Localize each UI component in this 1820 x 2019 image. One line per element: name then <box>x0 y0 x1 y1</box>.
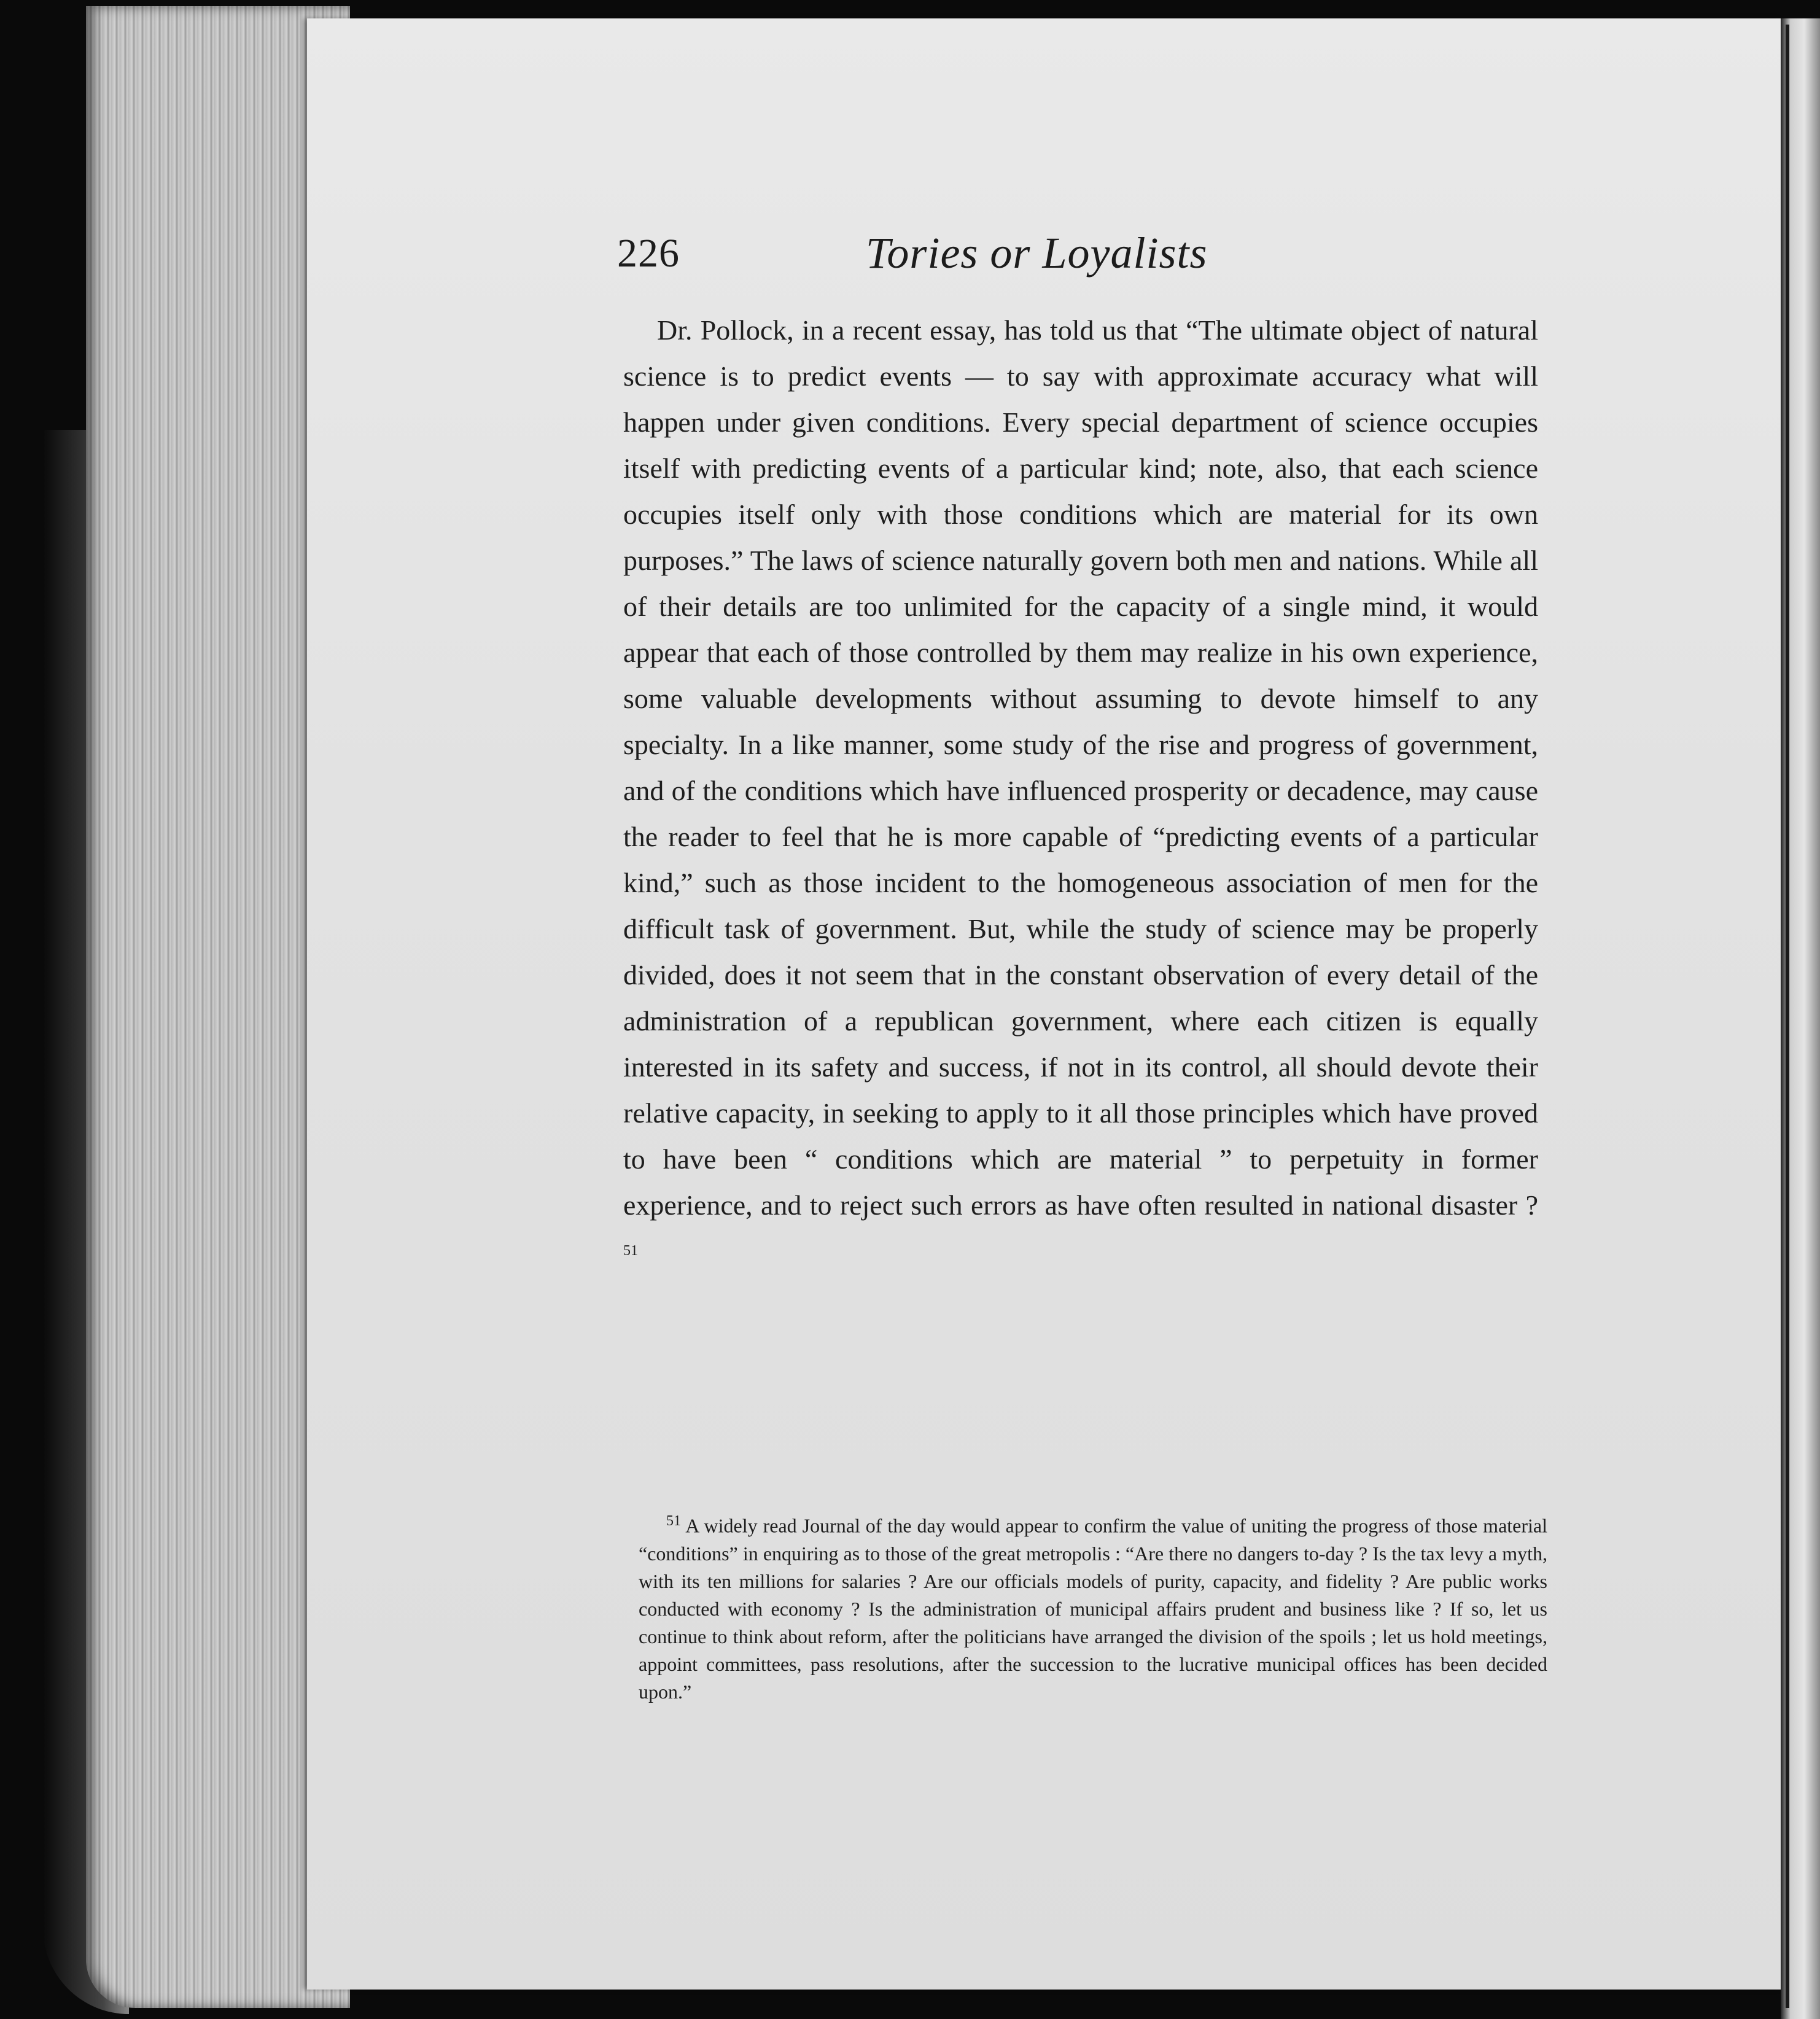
body-text: Dr. Pollock, in a recent essay, has told us that “The ultimate object of natural science is to predict events — to say with approximate accuracy what will happen under given conditions. Every special department of science occupies itself with predicting events of a particular kind; note, also, that each science occupies itself only with those conditions which are material for its own purposes.” The laws of science naturally govern both men and nations. While all of their details are too unlimited for the capacity of a single mind, it would appear that each of those controlled by them may realize in his own experience, some valuable developments without assuming to devote himself to any specialty. In a like manner, some study of the rise and progress of government, and of the conditions which have influenced prosperity or decadence, may cause the reader to feel that he is more capable of “predicting events of a particular kind,” such as those incident to the homogeneous association of men for the difficult task of government. But, while the study of science may be properly divided, does it not seem that in the constant observation of every detail of the administration of a republican government, where each citizen is equally interested in its safety and success, if not in its control, all should devote their relative capacity, in seeking to apply to it all those principles which have proved to have been “ conditions which are material ” to perpetuity in former experience, and to reject such errors as have often resulted in national disaster ? <box>623 314 1538 1221</box>
page-number: 226 <box>617 231 680 276</box>
page-header <box>617 230 1268 292</box>
footnote-reference: 51 <box>623 1243 638 1259</box>
running-title: Tories or Loyalists <box>866 228 1208 278</box>
footnote <box>639 1507 1547 1706</box>
gutter-line <box>1786 25 1789 2008</box>
footnote-marker: 51 <box>666 1513 681 1529</box>
footnote-text: A widely read Journal of the day would appear to confirm the value of uniting the progress of those material “conditions” in enquiring as to those of the great metropolis : “Are there no dangers to-day ? Is the tax levy a myth, with its ten millions for salaries ? Are our officials models of purity, capacity, and fidelity ? Are public works conducted with economy ? Is the administration of municipal affairs prudent and business like ? If so, let us continue to think about reform, after the politicians have arranged the division of the spoils ; let us hold meetings, appoint committees, pass resolutions, after the succession to the lucrative municipal offices has been decided upon.” <box>639 1514 1548 1703</box>
body-paragraph <box>623 307 1538 1278</box>
